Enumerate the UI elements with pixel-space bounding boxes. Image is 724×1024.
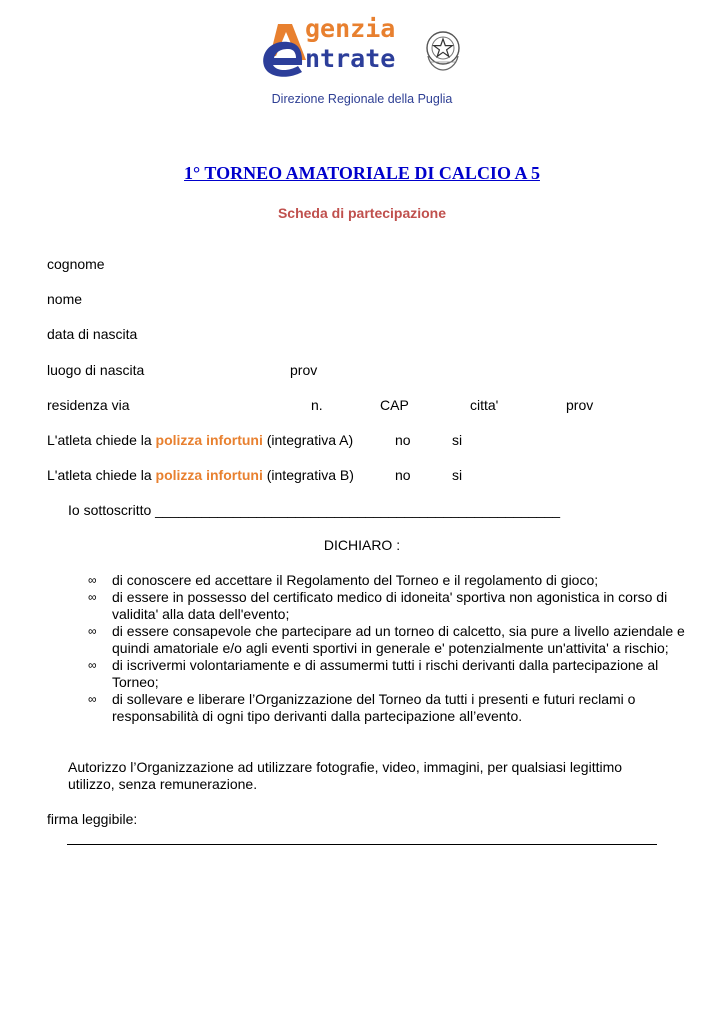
list-item bbox=[88, 623, 688, 657]
italian-republic-emblem-icon bbox=[422, 26, 464, 74]
list-item bbox=[88, 691, 688, 725]
logo-text-ntrate: ntrate bbox=[305, 44, 396, 73]
polizza-b-option-si[interactable]: si bbox=[452, 467, 463, 483]
polizza-row-a bbox=[47, 432, 353, 449]
list-item bbox=[88, 657, 688, 691]
infinity-bullet-icon: ∞ bbox=[88, 590, 97, 604]
polizza-suffix: (integrativa A) bbox=[266, 432, 354, 448]
infinity-bullet-icon: ∞ bbox=[88, 692, 97, 706]
field-label-nome: nome bbox=[47, 291, 83, 307]
polizza-suffix: (integrativa B) bbox=[266, 467, 354, 483]
declaration-text: di sollevare e liberare l’Organizzazione del Torneo da tutti i presenti e futuri reclami o responsabilità di ogni tipo derivanti dalla partecipazione all’evento. bbox=[112, 691, 636, 724]
list-item bbox=[88, 572, 688, 589]
polizza-a-option-si[interactable]: si bbox=[452, 432, 463, 448]
declaration-text: di conoscere ed accettare il Regolamento del Torneo e il regolamento di gioco; bbox=[112, 572, 599, 588]
polizza-prefix: L'atleta chiede la bbox=[47, 432, 152, 448]
field-label-luogo-nascita: luogo di nascita bbox=[47, 362, 145, 378]
declaration-list bbox=[88, 572, 688, 725]
field-label-cognome: cognome bbox=[47, 256, 105, 272]
field-label-numero: n. bbox=[311, 397, 323, 413]
infinity-bullet-icon: ∞ bbox=[88, 624, 97, 638]
page-title: 1° TORNEO AMATORIALE DI CALCIO A 5 bbox=[184, 163, 540, 183]
infinity-bullet-icon: ∞ bbox=[88, 573, 97, 587]
polizza-row-b bbox=[47, 467, 354, 484]
logo-text-genzia: genzia bbox=[305, 14, 396, 43]
firma-label: firma leggibile: bbox=[47, 811, 138, 827]
declaration-text: di essere in possesso del certificato medico di idoneita' sportiva non agonistica in corso di validita' alla data dell'evento; bbox=[112, 589, 668, 622]
polizza-highlight: polizza infortuni bbox=[155, 432, 263, 448]
sottoscritto-line[interactable]: Io sottoscritto ____________________________________________________ bbox=[68, 502, 561, 518]
declaration-text: di iscrivermi volontariamente e di assumermi tutti i rischi derivanti dalla partecipazione al Torneo; bbox=[112, 657, 659, 690]
direzione-regionale: Direzione Regionale della Puglia bbox=[271, 92, 453, 106]
field-label-residenza-prov: prov bbox=[566, 397, 594, 413]
subtitle: Scheda di partecipazione bbox=[277, 205, 447, 221]
list-item bbox=[88, 589, 688, 623]
field-label-residenza: residenza via bbox=[47, 397, 130, 413]
autorizzo-paragraph: Autorizzo l’Organizzazione ad utilizzare fotografie, video, immagini, per qualsiasi legittimo utilizzo, senza remunerazione. bbox=[68, 759, 623, 792]
field-label-cap: CAP bbox=[380, 397, 409, 413]
field-label-data-nascita: data di nascita bbox=[47, 326, 138, 342]
polizza-prefix: L'atleta chiede la bbox=[47, 467, 152, 483]
polizza-b-option-no[interactable]: no bbox=[395, 467, 411, 483]
infinity-bullet-icon: ∞ bbox=[88, 658, 97, 672]
field-label-citta: citta' bbox=[470, 397, 499, 413]
polizza-a-option-no[interactable]: no bbox=[395, 432, 411, 448]
signature-line[interactable] bbox=[67, 844, 657, 845]
field-label-luogo-prov: prov bbox=[290, 362, 318, 378]
dichiaro-heading: DICHIARO : bbox=[323, 537, 401, 553]
polizza-highlight: polizza infortuni bbox=[155, 467, 263, 483]
declaration-text: di essere consapevole che partecipare ad un torneo di calcetto, sia pure a livello aziendale e quindi amatoriale e/o agli eventi sportivi in generale e' potenzialmente un'attivita' a rischio; bbox=[112, 623, 685, 656]
